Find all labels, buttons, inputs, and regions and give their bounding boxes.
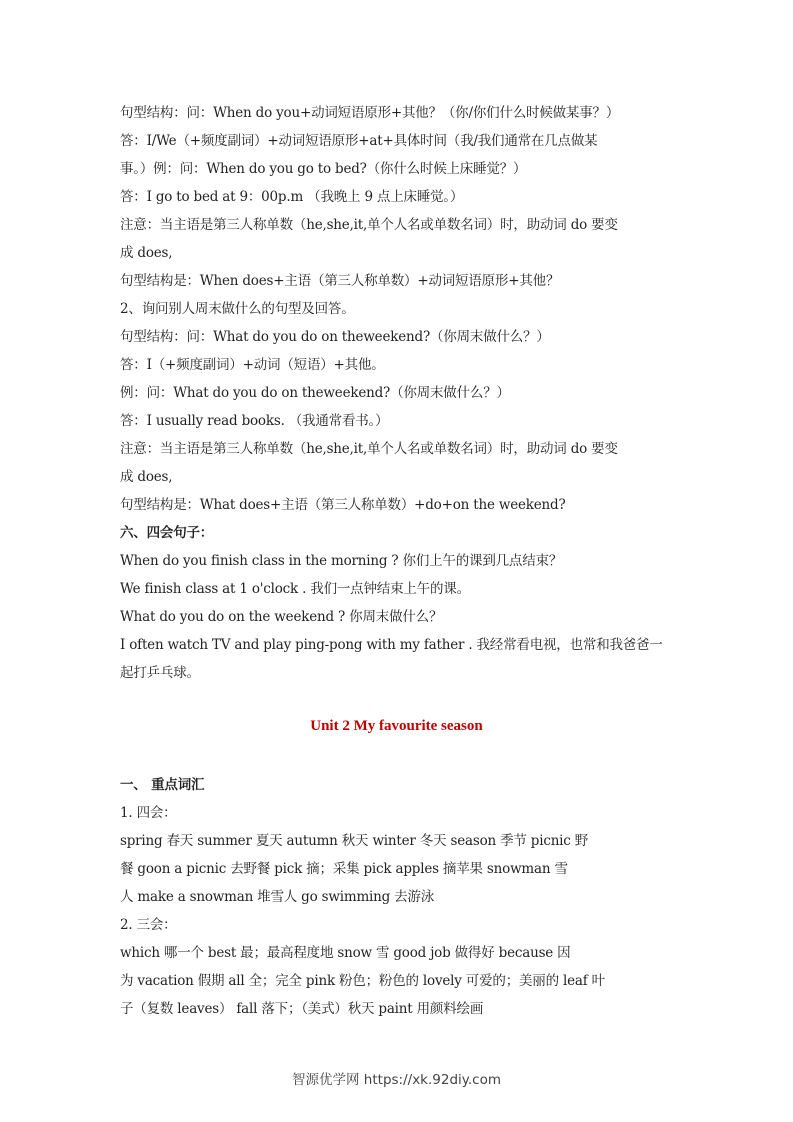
grammar-section [120,99,680,687]
text-line: 成 does, [120,469,173,485]
text-line: 2、询问别人周末做什么的句型及回答。 [120,301,355,317]
section-heading-six: 六、四会句子： [120,525,214,541]
text-line: 答：I（+频度副词）+动词（短语）+其他。 [120,357,385,373]
text-line: 句型结构：问：What do you do on theweekend?（你周末做什么？） [120,329,550,345]
sentence-line: 起打乒乓球。 [120,665,200,681]
text-line: 事。）例：问：When do you go to bed?（你什么时候上床睡觉？） [120,161,527,177]
sentence-line: We finish class at 1 o'clock . 我们一点钟结束上午的课。 [120,581,470,597]
text-line: 句型结构是：What does+主语（第三人称单数）+do+on the weekend? [120,497,566,513]
text-line: 答：I usually read books. （我通常看书。） [120,413,389,429]
sentence-line: What do you do on the weekend ? 你周末做什么？ [120,609,443,625]
vocab-line: 餐 goon a picnic 去野餐 pick 摘；采集 pick apples 摘苹果 snowman 雪 [120,861,568,877]
vocab-line: 为 vacation 假期 all 全；完全 pink 粉色；粉色的 lovely 可爱的；美丽的 leaf 叶 [120,973,605,989]
unit-title: Unit 2 My favourite season [310,718,483,734]
vocab-line: 人 make a snowman 堆雪人 go swimming 去游泳 [120,889,435,905]
text-line: 句型结构：问：When do you+动词短语原形+其他？（你/你们什么时候做某事？） [120,105,620,121]
text-line: 句型结构是：When does+主语（第三人称单数）+动词短语原形+其他？ [120,273,560,289]
sentence-line: When do you finish class in the morning ? 你们上午的课到几点结束？ [120,553,563,569]
vocabulary-section [120,771,680,1023]
text-line: 例：问：What do you do on theweekend?（你周末做什么？） [120,385,510,401]
text-line: 注意：当主语是第三人称单数（he,she,it,单个人名或单数名词）时，助动词 do 要变 [120,441,618,457]
section-heading-one: 一、 重点词汇 [120,777,205,793]
text-line: 注意：当主语是第三人称单数（he,she,it,单个人名或单数名词）时，助动词 do 要变 [120,217,618,233]
footer-watermark: 智源优学网 https://xk.92diy.com [292,1072,501,1088]
vocab-line: which 哪一个 best 最；最高程度地 snow 雪 good job 做得好 because 因 [120,945,571,961]
text-line: 成 does, [120,245,173,261]
text-line: 答：I go to bed at 9：00p.m （我晚上 9 点上床睡觉。） [120,189,464,205]
vocab-line: 子（复数 leaves） fall 落下；（美式）秋天 paint 用颜料绘画 [120,1001,484,1017]
vocab-line: spring 春天 summer 夏天 autumn 秋天 winter 冬天 season 季节 picnic 野 [120,833,589,849]
subheading-three: 2. 三会： [120,917,177,933]
text-line: 答：I/We（+频度副词）+动词短语原形+at+具体时间（我/我们通常在几点做某 [120,133,598,149]
sentence-line: I often watch TV and play ping-pong with my father . 我经常看电视，也常和我爸爸一 [120,637,663,653]
subheading-four: 1. 四会： [120,805,177,821]
